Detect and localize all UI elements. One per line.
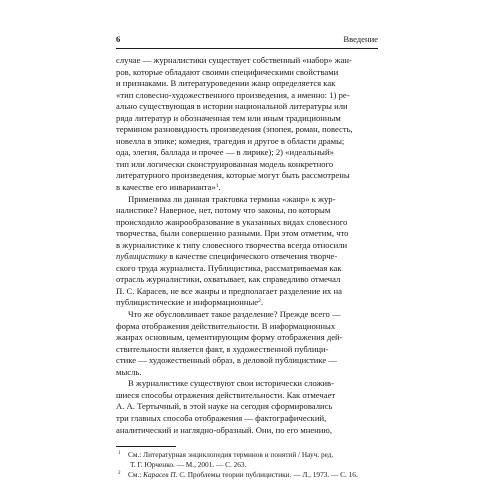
footnote-rest: Проблемы теории публицистики. — Л., 1973. — С. 16.	[185, 470, 358, 479]
page-header	[116, 33, 378, 47]
text-line: ского труда журналиста. Публицистика, рассматриваемая как	[116, 262, 342, 273]
text-line: форма отображения действительности. В информационных	[116, 320, 336, 331]
text-line: ров, которые обладают своими специфическими свойствами	[116, 66, 339, 77]
footnote-ref-1: 1	[215, 183, 219, 190]
text-line: три главных способа отображения — фактографический,	[116, 412, 327, 423]
text-line: аналитический и наглядно-образный. Они, по его мнению,	[116, 424, 333, 435]
text-line: В журналистике существуют свои исторически сложив-	[128, 378, 334, 389]
text-line: в качестве его инварианта»$^1$.	[116, 182, 221, 193]
footnote-ref-2: 2	[258, 298, 261, 305]
text-segment: в качестве специфического отвечения творче-	[167, 251, 338, 262]
text-line: ряда литератур и обозначенная тем или иным традиционным	[116, 112, 341, 123]
text-line: мысль.	[116, 366, 142, 377]
footnotes	[116, 450, 378, 480]
body-text	[116, 55, 378, 436]
text-segment: публицистические и информационные	[116, 297, 259, 308]
text-line: Применима ли данная трактовка термина «жанр» к жур-	[128, 193, 336, 204]
text-line: случае — журналистики существует собственный «набор» жан-	[116, 55, 352, 65]
footnote-text	[128, 470, 378, 480]
running-head: Введение	[343, 34, 378, 44]
text-line: ствительности является факт, в художественной публици-	[116, 343, 329, 354]
text-line: отрасль журналистики, охватывает, как справедливо отмечал	[116, 274, 341, 285]
text-line: ально существующая в истории национальной литературы или	[116, 101, 348, 112]
text-line: ода, элегия, баллада и прочее — в лирике); 2) «идеальный»	[116, 147, 334, 158]
text-line: стике — художественный образ, в деловой публицистике —	[116, 355, 337, 366]
page-number: 6	[116, 34, 121, 44]
text-line: в журналистике к типу словесного творчества всегда относили	[116, 239, 348, 250]
header-rule	[116, 48, 378, 49]
footnote-prefix: См.:	[128, 470, 144, 479]
text-line: новелла в эпике; комедия, трагедия и другое в области драмы;	[116, 135, 345, 146]
footnote-text: См.: Литературная энциклопедия терминов и понятий / Науч. ред.	[128, 450, 334, 459]
text-line: «тип словесно-художественного произведения, а именно: 1) ре-	[116, 89, 350, 100]
text-line: литературного произведения, которые могут быть рассмотрены	[116, 170, 350, 181]
text-line	[116, 251, 378, 263]
footnote-rule	[116, 446, 176, 447]
text-line: налистике? Наверное, нет, потому что законы, по которым	[116, 205, 331, 216]
text-line: и признаками. В литературоведении жанр определяется как	[116, 78, 336, 89]
text-line: шиеся способы отражения действительности. Как отмечает	[116, 389, 336, 400]
footnote	[116, 470, 378, 480]
text-segment: в качестве его инварианта»	[116, 182, 216, 193]
text-line: А. А. Тертычный, в этой науке на сегодня сформировались	[116, 401, 333, 412]
footnote-author: Карасев П. С.	[143, 470, 186, 479]
text-line: происходило жанрообразование в указанных видах словесного	[116, 216, 348, 227]
text-line: тип или логически сконструированная модель конкретного	[116, 158, 334, 169]
text-line: творчества, были совершенно разными. При этом отметим, что	[116, 228, 349, 239]
text-line: термином разновидность произведения (эпопея, роман, повесть,	[116, 124, 353, 135]
text-line: жанрах основным, цементирующим форму отображения дей-	[116, 332, 343, 343]
footnote-text: Т. Г. Юрченко. — М., 2001. — С. 263.	[130, 460, 247, 469]
footnote-number: 1	[118, 451, 121, 456]
text-line: Что же обусловливает такое разделение? Прежде всего —	[128, 309, 341, 320]
footnote-number: 2	[118, 471, 121, 476]
italic-term: публицистику	[116, 251, 168, 262]
text-line: П. С. Карасев, не все жанры и предполагает разделение их на	[116, 285, 342, 296]
footnote	[116, 450, 378, 470]
text-line: публицистические и информационные$^2$.	[116, 297, 263, 308]
